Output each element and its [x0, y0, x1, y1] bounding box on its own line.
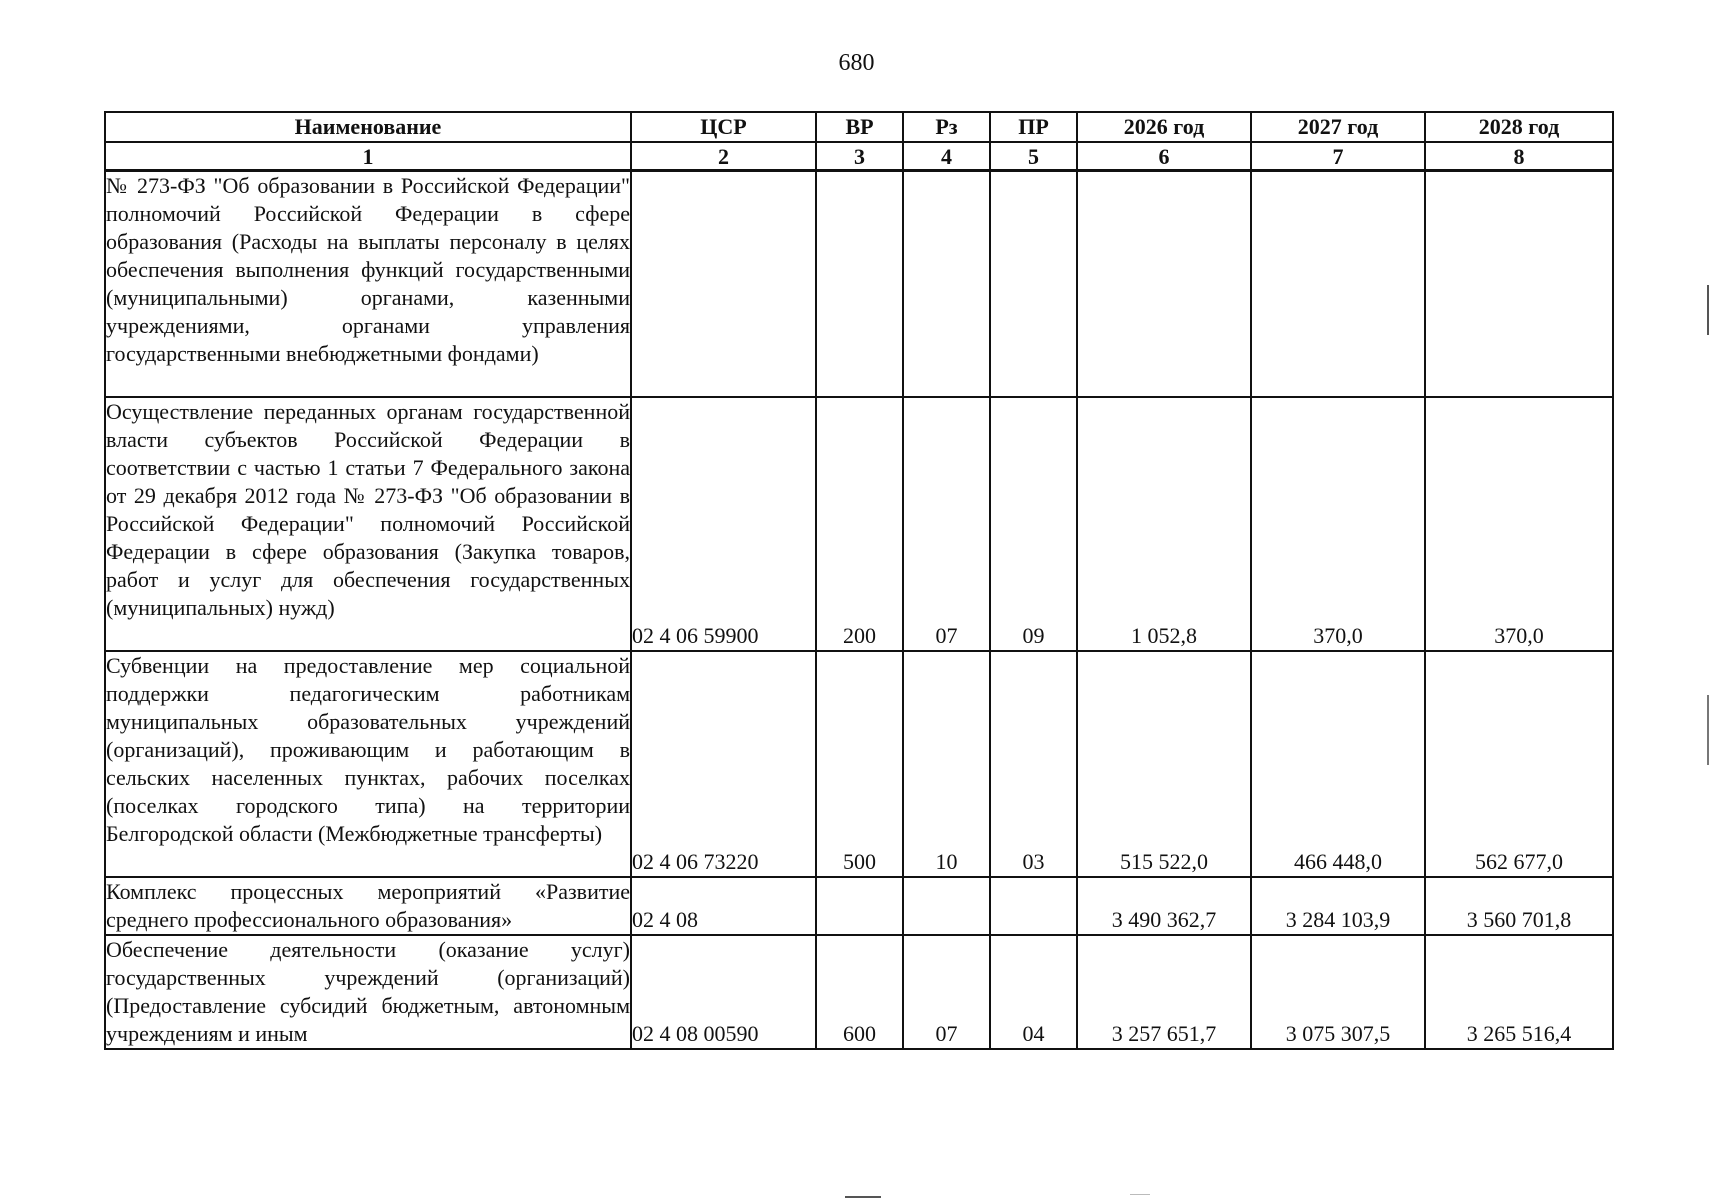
- column-number: 8: [1425, 142, 1613, 171]
- scan-artifact: [1130, 1194, 1150, 1195]
- row-pr: [990, 171, 1077, 398]
- budget-table: [104, 111, 1614, 1050]
- row-csr: 02 4 06 59900: [631, 397, 816, 651]
- column-number: 7: [1251, 142, 1425, 171]
- table-row: [105, 935, 1613, 1049]
- row-2026: 3 490 362,7: [1077, 877, 1251, 935]
- row-2027: [1251, 171, 1425, 398]
- header-2028: 2028 год: [1425, 112, 1613, 142]
- row-vr: [816, 877, 903, 935]
- row-2026: 1 052,8: [1077, 397, 1251, 651]
- header-name: Наименование: [105, 112, 631, 142]
- row-vr: 600: [816, 935, 903, 1049]
- column-number: 3: [816, 142, 903, 171]
- header-2027: 2027 год: [1251, 112, 1425, 142]
- row-2028: [1425, 171, 1613, 398]
- row-pr: 03: [990, 651, 1077, 877]
- row-name: Осуществление переданных органам государственной власти субъектов Российской Федерации в соответствии с частью 1 статьи 7 Федерального закона от 29 декабря 2012 года № 273-ФЗ "Об образовании в Российской Федерации" полномочий Российской Федерации в сфере образования (Закупка товаров, работ и услуг для обеспечения государственных (муниципальных) нужд): [105, 397, 631, 651]
- header-rz: Рз: [903, 112, 990, 142]
- row-2028: 3 265 516,4: [1425, 935, 1613, 1049]
- scan-artifact: [845, 1196, 881, 1198]
- row-csr: [631, 171, 816, 398]
- table-header: [105, 112, 1613, 171]
- row-vr: 500: [816, 651, 903, 877]
- row-name: № 273-ФЗ "Об образовании в Российской Федерации" полномочий Российской Федерации в сфере образования (Расходы на выплаты персоналу в целях обеспечения выполнения функций государственными (муниципальными) органами, казенными учреждениями, органами управления государственными внебюджетными фондами): [105, 171, 631, 398]
- row-2027: 466 448,0: [1251, 651, 1425, 877]
- column-number: 5: [990, 142, 1077, 171]
- row-rz: 07: [903, 397, 990, 651]
- row-rz: [903, 877, 990, 935]
- header-pr: ПР: [990, 112, 1077, 142]
- row-2027: 370,0: [1251, 397, 1425, 651]
- row-2026: 515 522,0: [1077, 651, 1251, 877]
- scan-artifact: [1707, 285, 1709, 335]
- row-2026: 3 257 651,7: [1077, 935, 1251, 1049]
- row-pr: [990, 877, 1077, 935]
- header-vr: ВР: [816, 112, 903, 142]
- row-2026: [1077, 171, 1251, 398]
- row-2027: 3 075 307,5: [1251, 935, 1425, 1049]
- row-2028: 562 677,0: [1425, 651, 1613, 877]
- column-number: 4: [903, 142, 990, 171]
- page-number: 680: [838, 50, 875, 76]
- row-csr: 02 4 08 00590: [631, 935, 816, 1049]
- column-number: 1: [105, 142, 631, 171]
- header-row: [105, 112, 1613, 142]
- table-row: [105, 171, 1613, 398]
- row-name: Субвенции на предоставление мер социальной поддержки педагогическим работникам муниципальных образовательных учреждений (организаций), проживающим и работающим в сельских населенных пунктах, рабочих поселках (поселках городского типа) на территории Белгородской области (Межбюджетные трансферты): [105, 651, 631, 877]
- row-pr: 09: [990, 397, 1077, 651]
- table-row: [105, 397, 1613, 651]
- row-2027: 3 284 103,9: [1251, 877, 1425, 935]
- row-2028: 3 560 701,8: [1425, 877, 1613, 935]
- row-name: Обеспечение деятельности (оказание услуг) государственных учреждений (организаций) (Предоставление субсидий бюджетным, автономным учреждениям и иным: [105, 935, 631, 1049]
- header-2026: 2026 год: [1077, 112, 1251, 142]
- row-rz: [903, 171, 990, 398]
- table-row: [105, 877, 1613, 935]
- table-row: [105, 651, 1613, 877]
- row-vr: 200: [816, 397, 903, 651]
- row-pr: 04: [990, 935, 1077, 1049]
- row-csr: 02 4 08: [631, 877, 816, 935]
- header-csr: ЦСР: [631, 112, 816, 142]
- row-rz: 10: [903, 651, 990, 877]
- column-number-row: [105, 142, 1613, 171]
- row-rz: 07: [903, 935, 990, 1049]
- row-name: Комплекс процессных мероприятий «Развитие среднего профессионального образования»: [105, 877, 631, 935]
- scan-artifact: [1707, 695, 1709, 765]
- table-body: [105, 171, 1613, 1050]
- row-2028: 370,0: [1425, 397, 1613, 651]
- column-number: 6: [1077, 142, 1251, 171]
- column-number: 2: [631, 142, 816, 171]
- row-vr: [816, 171, 903, 398]
- row-csr: 02 4 06 73220: [631, 651, 816, 877]
